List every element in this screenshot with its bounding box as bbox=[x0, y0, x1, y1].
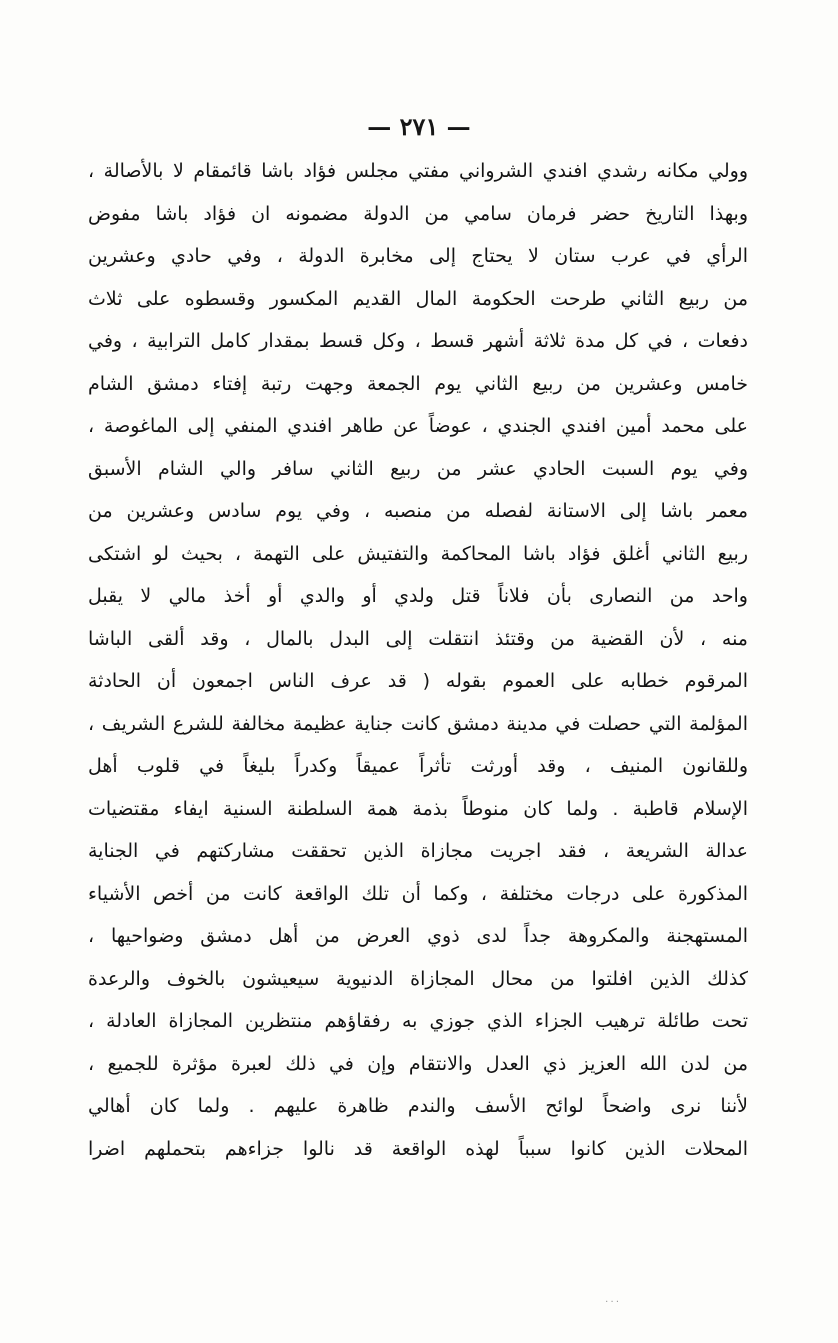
text-line: المحلات الذين كانوا سبباً لهذه الواقعة قد نالوا جزاءهم بتحملهم اضرا bbox=[88, 1137, 748, 1160]
text-line: وبهذا التاريخ حضر فرمان سامي من الدولة مضمونه ان فؤاد باشا مفوض bbox=[88, 202, 748, 225]
text-line: دفعات ، في كل مدة ثلاثة أشهر قسط ، وكل قسط بمقدار كامل الترابية ، وفي bbox=[88, 330, 748, 352]
text-line: معمر باشا إلى الاستانة لفصله من منصبه ، وفي يوم سادس وعشرين من bbox=[88, 500, 748, 522]
text-line: على محمد أمين افندي الجندي ، عوضاً عن طاهر افندي المنفي إلى الماغوصة ، bbox=[88, 415, 748, 437]
text-line: وفي يوم السبت الحادي عشر من ربيع الثاني سافر والي الشام الأسبق bbox=[88, 457, 748, 480]
body-text bbox=[88, 150, 748, 1170]
text-line: خامس وعشرين من ربيع الثاني يوم الجمعة وجهت رتبة إفتاء دمشق الشام bbox=[88, 372, 748, 395]
text-line: المذكورة على درجات مختلفة ، وكما أن تلك الواقعة كانت من أخص الأشياء bbox=[88, 882, 748, 905]
text-line: عدالة الشريعة ، فقد اجريت مجازاة الذين تحققت مشاركتهم في الجناية bbox=[88, 840, 748, 862]
text-line: الرأي في عرب ستان لا يحتاج إلى مخابرة الدولة ، وفي حادي وعشرين bbox=[88, 245, 748, 267]
text-line: وولي مكانه رشدي افندي الشرواني مفتي مجلس فؤاد باشا قائمقام لا بالأصالة ، bbox=[88, 160, 748, 182]
page-number: — ٢٧١ — bbox=[367, 112, 471, 141]
text-line: المرقوم خطابه على العموم بقوله ( قد عرف الناس اجمعون أن الحادثة bbox=[88, 670, 748, 692]
text-line: تحت طائلة ترهيب الجزاء الذي جوزي به رفقاؤهم منتظرين المجازاة العادلة ، bbox=[88, 1010, 748, 1032]
text-line: الإسلام قاطبة . ولما كان منوطاً بذمة همة السلطنة السنية ايفاء مقتضيات bbox=[88, 797, 748, 820]
text-line: من لدن الله العزيز ذي العدل والانتقام وإن في ذلك لعبرة مؤثرة للجميع ، bbox=[88, 1052, 748, 1075]
text-line: من ربيع الثاني طرحت الحكومة المال القديم المكسور وقسطوه على ثلاث bbox=[88, 287, 748, 310]
text-line: واحد من النصارى بأن فلاناً قتل ولدي أو والدي أو أخذ مالي لا يقبل bbox=[88, 585, 748, 607]
text-line: المؤلمة التي حصلت في مدينة دمشق كانت جناية عظيمة مخالفة للشرع الشريف ، bbox=[88, 712, 748, 735]
text-line: المستهجنة والمكروهة جداً لدى ذوي العرض من أهل دمشق وضواحيها ، bbox=[88, 925, 748, 947]
text-line: وللقانون المنيف ، وقد أورثت تأثراً عميقاً وكدراً بليغاً في قلوب أهل bbox=[88, 755, 748, 777]
text-line: ربيع الثاني أغلق فؤاد باشا المحاكمة والتفتيش على التهمة ، بحيث لو اشتكى bbox=[88, 542, 748, 565]
text-line: كذلك الذين افلتوا من محال المجازاة الدنيوية سيعيشون بالخوف والرعدة bbox=[88, 967, 748, 990]
footer-mark: ٠٠٠ bbox=[604, 1296, 621, 1307]
text-line: لأننا نرى واضحاً لوائح الأسف والندم ظاهرة عليهم . ولما كان أهالي bbox=[88, 1095, 748, 1117]
text-line: منه ، لأن القضية من وقتئذ انتقلت إلى البدل بالمال ، وقد ألقى الباشا bbox=[88, 627, 748, 650]
